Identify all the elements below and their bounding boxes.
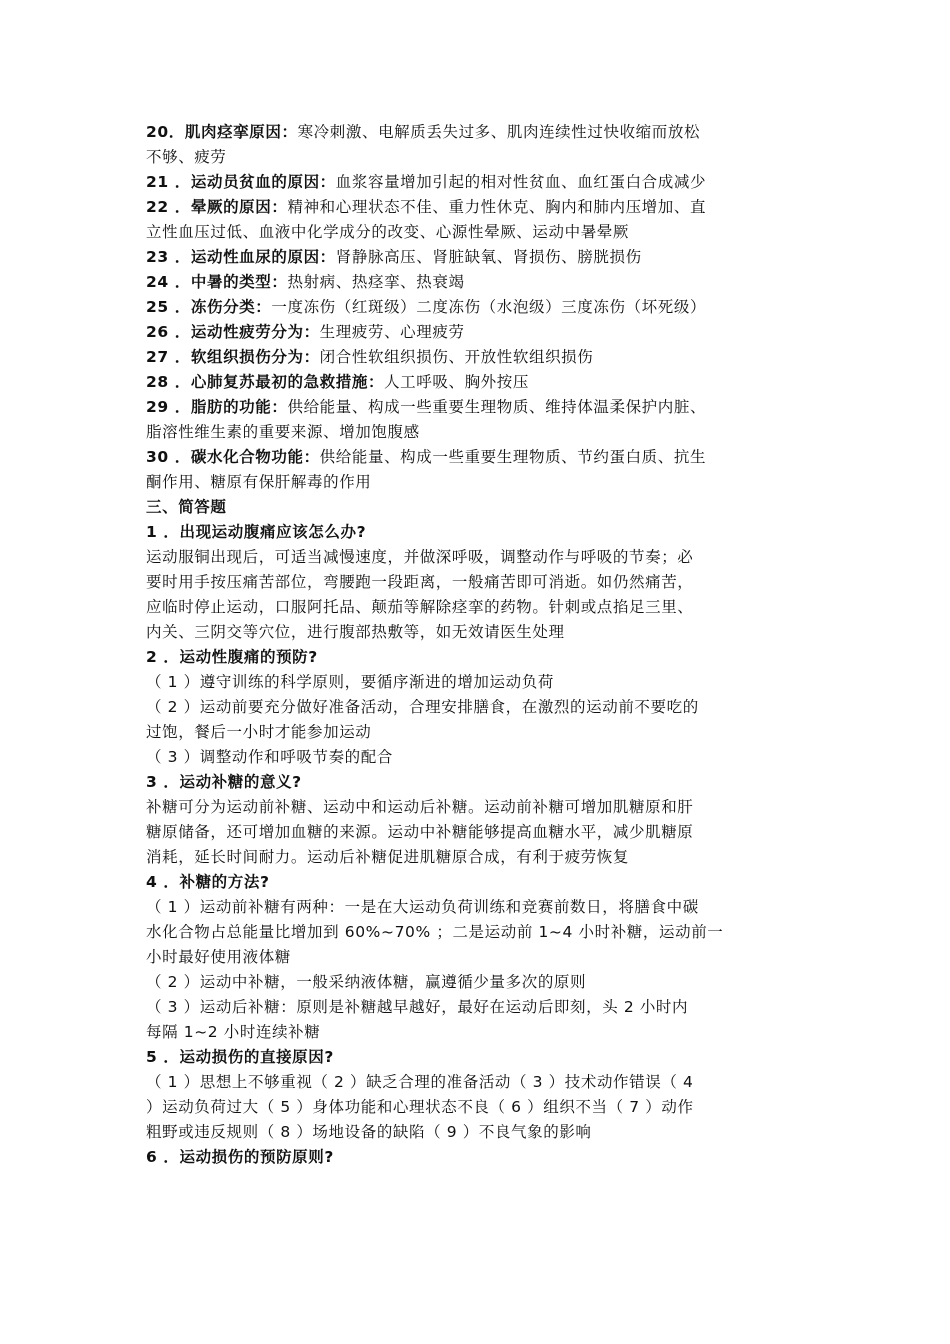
item-text: 立性血压过低、血液中化学成分的改变、心源性晕厥、运动中暑晕厥 [146,223,630,241]
item-heading: 20．肌肉痉挛原因： [146,123,298,141]
answer-line: 水化合物占总能量比增加到 60%~70% ；二是运动前 1~4 小时补糖，运动前一 [146,923,724,941]
item-text: 供给能量、构成一些重要生理物质、节约蛋白质、抗生 [319,448,707,466]
list-item [146,245,811,270]
item-heading: 25 ．冻伤分类： [146,298,272,316]
item-heading: 22 ．晕厥的原因： [146,198,288,216]
answer-line: 要时用手按压痛苦部位，弯腰跑一段距离，一般痛苦即可消逝。如仍然痛苦， [146,573,694,591]
item-heading: 27 ．软组织损伤分为： [146,348,320,366]
list-item [146,270,811,295]
answer-line: （ 2 ）运动中补糖，一般采纳液体糖，赢遵循少量多次的原则 [146,973,587,991]
question-heading: 3 ．运动补糖的意义? [146,773,302,791]
item-text: 一度冻伤（红斑级）二度冻伤（水泡级）三度冻伤（坏死级） [271,298,707,316]
answer-line: （ 1 ）遵守训练的科学原则，要循序渐进的增加运动负荷 [146,673,554,691]
question-heading: 6 ．运动损伤的预防原则? [146,1148,334,1166]
question-block [146,870,811,1045]
item-heading: 26 ．运动性疲劳分为： [146,323,320,341]
list-item [146,320,811,345]
item-heading: 21 ．运动员贫血的原因： [146,173,336,191]
question-block [146,520,811,645]
answer-line: ）运动负荷过大（ 5 ）身体功能和心理状态不良（ 6 ）组织不当（ 7 ）动作 [146,1098,694,1116]
item-text: 闭合性软组织损伤、开放性软组织损伤 [319,348,594,366]
item-text: 血浆容量增加引起的相对性贫血、血红蛋白合成减少 [335,173,707,191]
question-block [146,645,811,770]
item-heading: 30 ．碳水化合物功能： [146,448,320,466]
answer-line: 粗野或违反规则（ 8 ）场地设备的缺陷（ 9 ）不良气象的影响 [146,1123,592,1141]
answer-line: （ 3 ）调整动作和呼吸节奏的配合 [146,748,393,766]
question-block [146,1145,811,1170]
answer-line: 消耗，延长时间耐力。运动后补糖促进肌糖原合成，有利于疲劳恢复 [146,848,630,866]
item-heading: 23 ．运动性血尿的原因： [146,248,336,266]
item-text: 生理疲劳、心理疲劳 [319,323,465,341]
question-block [146,1045,811,1145]
item-heading: 29 ．脂肪的功能： [146,398,288,416]
answer-line: （ 3 ）运动后补糖：原则是补糖越早越好，最好在运动后即刻，头 2 小时内 [146,998,689,1016]
answer-line: （ 1 ）思想上不够重视（ 2 ）缺乏合理的准备活动（ 3 ）技术动作错误（ 4 [146,1073,694,1091]
list-item [146,345,811,370]
section-title: 三、简答题 [146,498,227,516]
answer-line: 补糖可分为运动前补糖、运动中和运动后补糖。运动前补糖可增加肌糖原和肝 [146,798,694,816]
list-item [146,445,811,495]
answer-line: 内关、三阴交等穴位，进行腹部热敷等，如无效请医生处理 [146,623,565,641]
answer-line: 应临时停止运动，口服阿托品、颠茄等解除痉挛的药物。针刺或点掐足三里、 [146,598,694,616]
answer-line: 过饱，餐后一小时才能参加运动 [146,723,372,741]
question-block [146,770,811,870]
answer-line: 运动服铜出现后，可适当减慢速度，并做深呼吸，调整动作与呼吸的节奏；必 [146,548,694,566]
item-text: 酮作用、糖原有保肝解毒的作用 [146,473,372,491]
item-text: 热射病、热痉挛、热衰竭 [287,273,465,291]
list-item [146,170,811,195]
question-heading: 2 ．运动性腹痛的预防? [146,648,318,666]
answer-line: 小时最好使用液体糖 [146,948,291,966]
answer-line: （ 2 ）运动前要充分做好准备活动，合理安排膳食，在激烈的运动前不要吃的 [146,698,699,716]
item-text: 肾静脉高压、肾脏缺氧、肾损伤、膀胱损伤 [335,248,642,266]
list-item [146,120,811,170]
list-item [146,195,811,245]
item-text: 人工呼吸、胸外按压 [384,373,529,391]
item-text: 脂溶性维生素的重要来源、增加饱腹感 [146,423,420,441]
question-heading: 4 ．补糖的方法? [146,873,270,891]
question-heading: 5 ．运动损伤的直接原因? [146,1048,334,1066]
item-heading: 28 ．心肺复苏最初的急救措施： [146,373,385,391]
item-text: 精神和心理状态不佳、重力性休克、胸内和肺内压增加、直 [287,198,707,216]
answer-line: 每隔 1~2 小时连续补糖 [146,1023,321,1041]
item-text: 不够、疲劳 [146,148,227,166]
list-item [146,295,811,320]
list-item [146,395,811,445]
answer-line: 糖原储备，还可增加血糖的来源。运动中补糖能够提高血糖水平，减少肌糖原 [146,823,694,841]
list-item [146,370,811,395]
item-heading: 24 ．中暑的类型： [146,273,288,291]
answer-line: （ 1 ）运动前补糖有两种：一是在大运动负荷训练和竞赛前数日，将膳食中碳 [146,898,699,916]
document-body [146,120,811,1170]
item-text: 寒冷刺激、电解质丢失过多、肌肉连续性过快收缩而放松 [297,123,701,141]
item-text: 供给能量、构成一些重要生理物质、维持体温柔保护内脏、 [287,398,707,416]
question-heading: 1 ．出现运动腹痛应该怎么办? [146,523,367,541]
